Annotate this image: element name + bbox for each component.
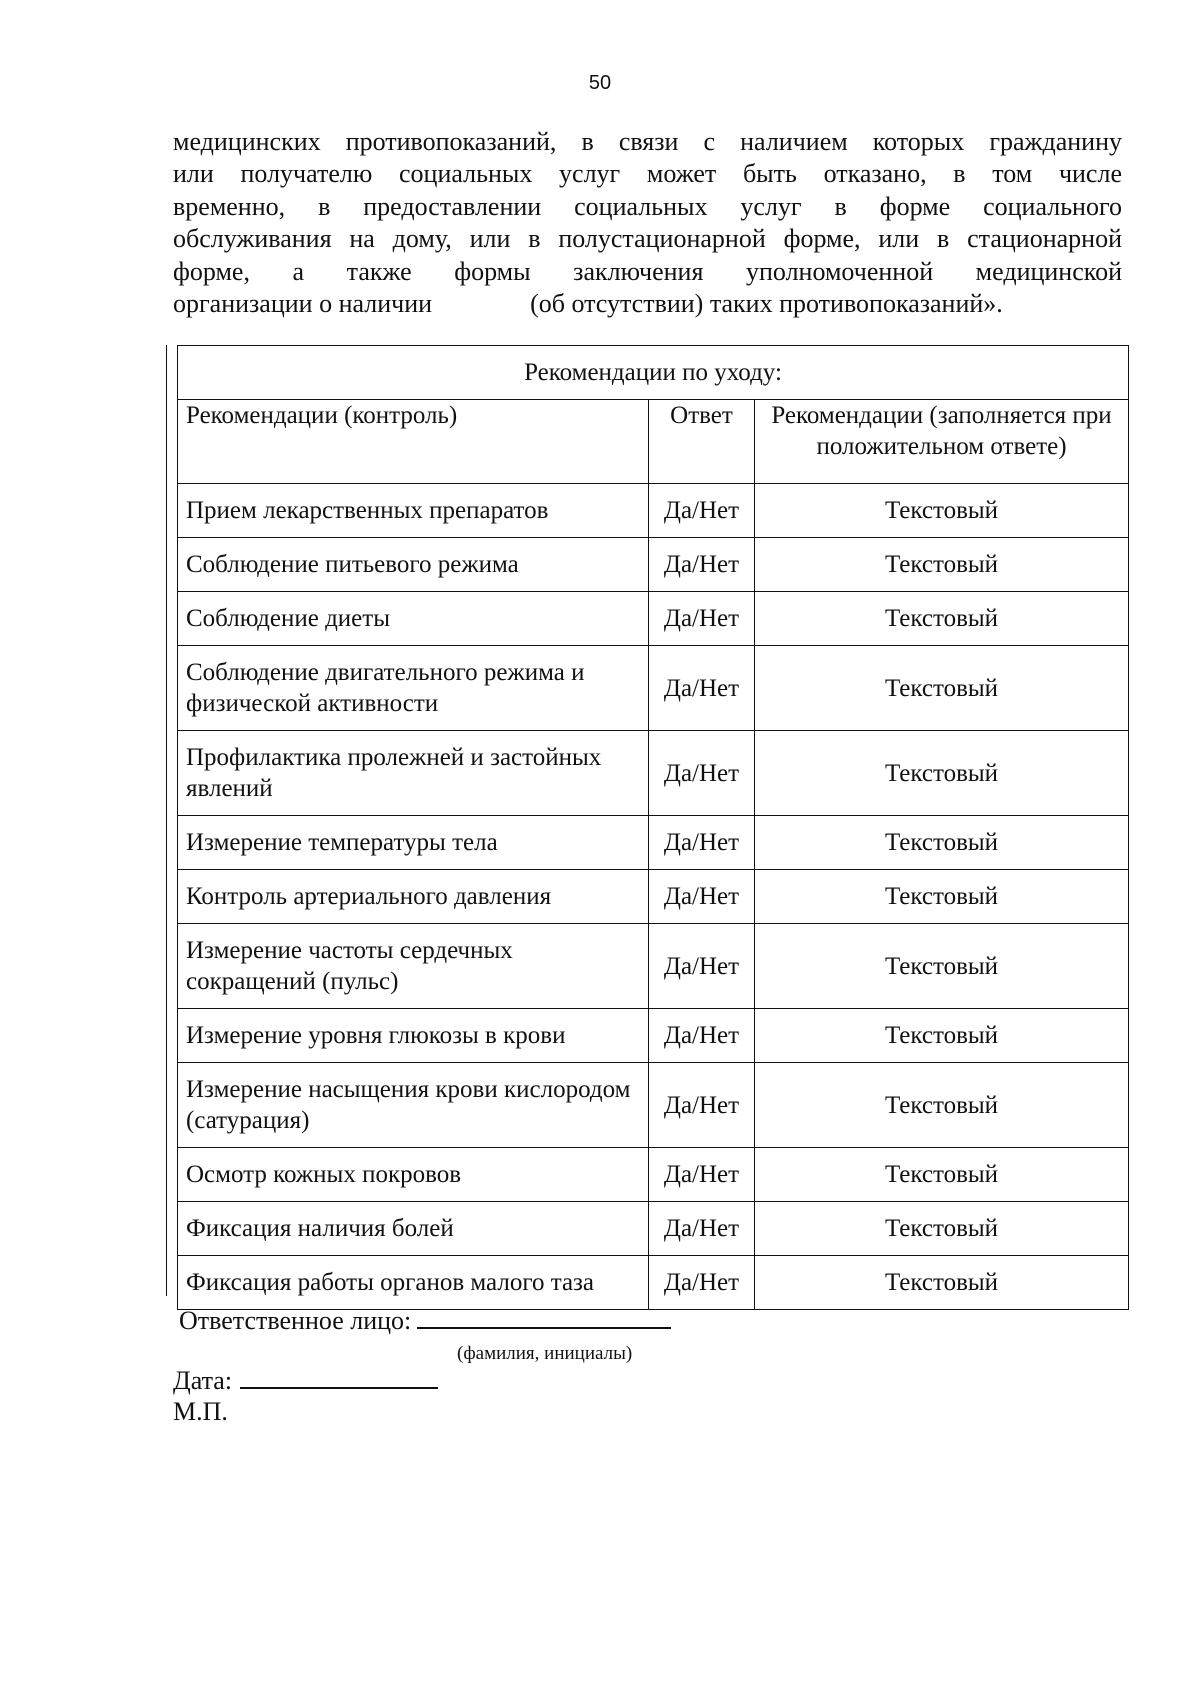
intro-line: форме, а также формы заключения уполномоченной медицинской: [173, 256, 1122, 286]
recommendation-cell: Текстовый: [755, 1148, 1129, 1202]
control-cell: Осмотр кожных покровов: [178, 1148, 649, 1202]
care-recommendations-table: [177, 345, 1129, 1310]
table-row: [178, 538, 1129, 592]
control-cell: Соблюдение питьевого режима: [178, 538, 649, 592]
table-row: [178, 1148, 1129, 1202]
responsible-person-line: [179, 1303, 671, 1336]
table-header-row: [178, 400, 1129, 484]
recommendation-cell: Текстовый: [755, 1202, 1129, 1256]
answer-cell: Да/Нет: [649, 1063, 755, 1148]
recommendation-cell: Текстовый: [755, 1063, 1129, 1148]
responsible-signature-field[interactable]: [417, 1303, 671, 1329]
recommendation-cell: Текстовый: [755, 924, 1129, 1009]
intro-paragraph: [173, 126, 1122, 320]
table-title: Рекомендации по уходу:: [178, 346, 1129, 400]
table-row: [178, 731, 1129, 816]
answer-cell: Да/Нет: [649, 1202, 755, 1256]
table-row: [178, 870, 1129, 924]
date-field[interactable]: [240, 1363, 438, 1389]
recommendation-cell: Текстовый: [755, 731, 1129, 816]
recommendation-cell: Текстовый: [755, 1009, 1129, 1063]
control-cell: Измерение частоты сердечных сокращений (пульс): [178, 924, 649, 1009]
responsible-caption: (фамилия, инициалы): [457, 1343, 633, 1364]
table-row: [178, 924, 1129, 1009]
control-cell: Измерение уровня глюкозы в крови: [178, 1009, 649, 1063]
recommendation-cell: Текстовый: [755, 484, 1129, 538]
recommendation-cell: Текстовый: [755, 592, 1129, 646]
stamp-label: М.П.: [173, 1397, 228, 1426]
recommendation-cell: Текстовый: [755, 538, 1129, 592]
date-line: [173, 1363, 438, 1396]
header-answer: Ответ: [649, 400, 755, 484]
intro-line: или получателю социальных услуг может быть отказано, в том числе: [173, 159, 1122, 189]
table-row: [178, 1009, 1129, 1063]
control-cell: Прием лекарственных препаратов: [178, 484, 649, 538]
recommendation-cell: Текстовый: [755, 816, 1129, 870]
table-row: [178, 484, 1129, 538]
control-cell: Контроль артериального давления: [178, 870, 649, 924]
table-row: [178, 1063, 1129, 1148]
answer-cell: Да/Нет: [649, 646, 755, 731]
control-cell: Профилактика пролежней и застойных явлений: [178, 731, 649, 816]
control-cell: Фиксация работы органов малого таза: [178, 1256, 649, 1310]
answer-cell: Да/Нет: [649, 870, 755, 924]
table-row: [178, 646, 1129, 731]
intro-last-part-b: (об отсутствии) таких противопоказаний».: [530, 289, 1003, 319]
table-row: [178, 592, 1129, 646]
header-recommendation: Рекомендации (заполняется при положительном ответе): [755, 400, 1129, 484]
control-cell: Измерение насыщения крови кислородом (сатурация): [178, 1063, 649, 1148]
answer-cell: Да/Нет: [649, 592, 755, 646]
answer-cell: Да/Нет: [649, 538, 755, 592]
intro-line: медицинских противопоказаний, в связи с наличием которых гражданину: [173, 127, 1122, 156]
table-row: [178, 1256, 1129, 1310]
answer-cell: Да/Нет: [649, 484, 755, 538]
intro-line: временно, в предоставлении социальных услуг в форме социального: [173, 191, 1122, 221]
date-label: Дата:: [173, 1366, 233, 1395]
recommendation-cell: Текстовый: [755, 870, 1129, 924]
table-row: [178, 1202, 1129, 1256]
page-number: 50: [588, 72, 612, 94]
answer-cell: Да/Нет: [649, 731, 755, 816]
recommendation-cell: Текстовый: [755, 1256, 1129, 1310]
intro-last-line: [173, 288, 1122, 320]
control-cell: Фиксация наличия болей: [178, 1202, 649, 1256]
header-control: Рекомендации (контроль): [178, 400, 649, 484]
intro-line: обслуживания на дому, или в полустационарной форме, или в стационарной: [173, 224, 1122, 254]
answer-cell: Да/Нет: [649, 924, 755, 1009]
responsible-label: Ответственное лицо:: [179, 1306, 412, 1335]
control-cell: Соблюдение двигательного режима и физической активности: [178, 646, 649, 731]
control-cell: Соблюдение диеты: [178, 592, 649, 646]
recommendation-cell: Текстовый: [755, 646, 1129, 731]
answer-cell: Да/Нет: [649, 1148, 755, 1202]
answer-cell: Да/Нет: [649, 816, 755, 870]
intro-last-part-a: организации о наличии: [173, 289, 433, 319]
answer-cell: Да/Нет: [649, 1256, 755, 1310]
table-row: [178, 816, 1129, 870]
control-cell: Измерение температуры тела: [178, 816, 649, 870]
answer-cell: Да/Нет: [649, 1009, 755, 1063]
